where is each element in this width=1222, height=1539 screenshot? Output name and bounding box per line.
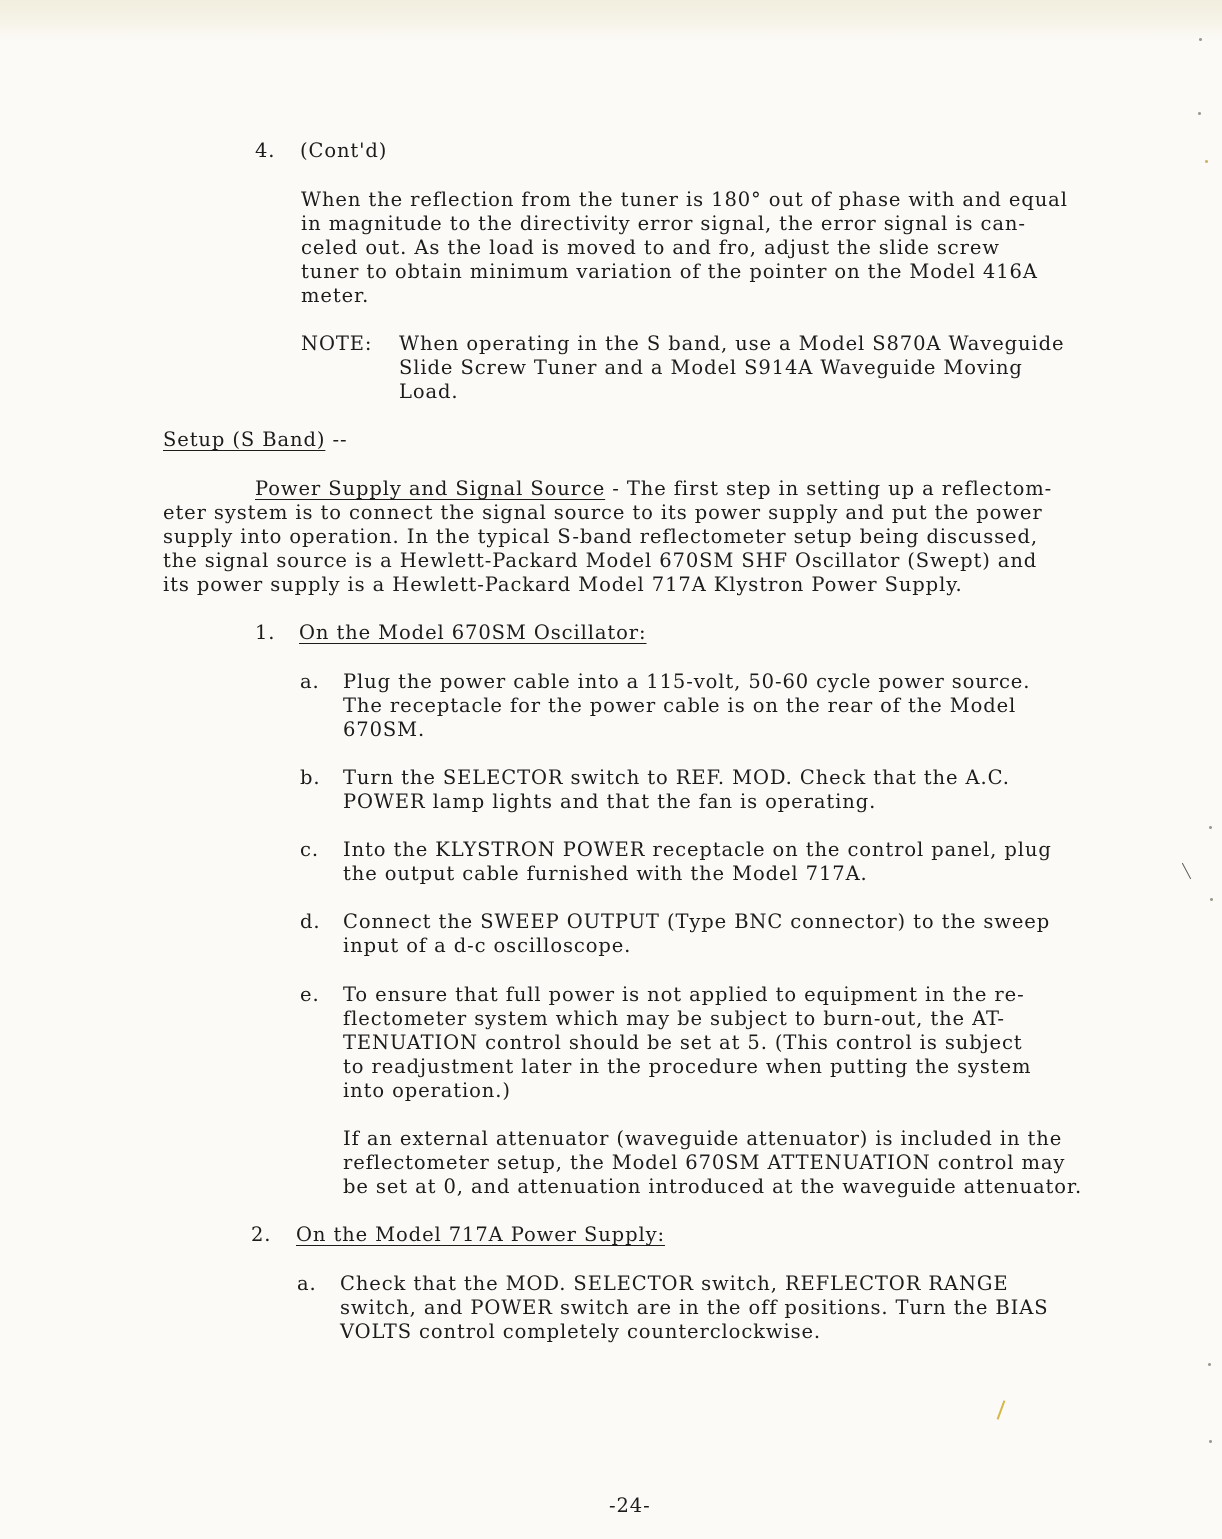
scan-speck: [1210, 898, 1213, 901]
paragraph-line-rest: - The first step in setting up a reflectom-: [605, 477, 1053, 500]
scan-speck: [1198, 112, 1201, 115]
step-number: 2.: [251, 1223, 272, 1246]
pen-mark: [1182, 863, 1191, 879]
paragraph-line: meter.: [301, 284, 370, 307]
attenuator-note-line: If an external attenuator (waveguide attenuator) is included in the: [343, 1127, 1063, 1150]
paragraph-line: supply into operation. In the typical S-band reflectometer setup being discussed,: [163, 525, 1038, 548]
attenuator-note-line: be set at 0, and attenuation introduced at the waveguide attenuator.: [343, 1175, 1083, 1198]
setup-heading: [163, 428, 347, 452]
scan-speck: [1205, 160, 1208, 163]
item-line: flectometer system which may be subject to burn-out, the AT-: [343, 1007, 1005, 1030]
item-line: Plug the power cable into a 115-volt, 50-60 cycle power source.: [343, 670, 1031, 693]
note-label: NOTE:: [301, 332, 373, 355]
item-line: 670SM.: [343, 718, 426, 741]
scan-edge-shading: [0, 0, 1222, 40]
scan-speck: [1208, 1363, 1211, 1366]
item-line: TENUATION control should be set at 5. (This control is subject: [343, 1031, 1023, 1054]
item-line: Check that the MOD. SELECTOR switch, REFLECTOR RANGE: [340, 1272, 1009, 1295]
item-letter: c.: [300, 838, 319, 861]
setup-heading-dashes: --: [332, 428, 348, 451]
item-line: input of a d-c oscilloscope.: [343, 934, 632, 957]
note-line: When operating in the S band, use a Model S870A Waveguide: [399, 332, 1065, 355]
item-line: switch, and POWER switch are in the off positions. Turn the BIAS: [340, 1296, 1049, 1319]
paragraph-line: celed out. As the load is moved to and fro, adjust the slide screw: [301, 236, 1000, 259]
item-line: to readjustment later in the procedure when putting the system: [343, 1055, 1032, 1078]
item-line: Connect the SWEEP OUTPUT (Type BNC connector) to the sweep: [343, 910, 1051, 933]
attenuator-note-line: reflectometer setup, the Model 670SM ATTENUATION control may: [343, 1151, 1066, 1174]
paragraph-line: eter system is to connect the signal source to its power supply and put the power: [163, 501, 1043, 524]
item-line: The receptacle for the power cable is on the rear of the Model: [343, 694, 1017, 717]
item-line: Turn the SELECTOR switch to REF. MOD. Check that the A.C.: [343, 766, 1010, 789]
step-title: On the Model 670SM Oscillator:: [299, 621, 647, 644]
paragraph-line: When the reflection from the tuner is 180° out of phase with and equal: [301, 188, 1068, 211]
paragraph-first-line: [255, 477, 1052, 501]
scan-speck: [1209, 1440, 1212, 1443]
item-line: the output cable furnished with the Model 717A.: [343, 862, 868, 885]
item-line: into operation.): [343, 1079, 511, 1102]
paragraph-line: the signal source is a Hewlett-Packard Model 670SM SHF Oscillator (Swept) and: [163, 549, 1038, 572]
scan-speck: [1199, 38, 1202, 41]
pen-mark: [997, 1400, 1006, 1419]
page-number: -24-: [609, 1494, 651, 1517]
item-letter: e.: [300, 983, 320, 1006]
scan-speck: [1209, 826, 1212, 829]
power-supply-heading: Power Supply and Signal Source: [255, 477, 606, 500]
step-title: On the Model 717A Power Supply:: [296, 1223, 665, 1246]
item-line: POWER lamp lights and that the fan is operating.: [343, 790, 877, 813]
item-letter: d.: [300, 910, 321, 933]
item-letter: a.: [297, 1272, 317, 1295]
paragraph-line: in magnitude to the directivity error signal, the error signal is can-: [301, 212, 1026, 235]
item-line: VOLTS control completely counterclockwise.: [340, 1320, 822, 1343]
item-letter: b.: [300, 766, 321, 789]
setup-heading-title: Setup (S Band): [163, 428, 326, 451]
section-number: 4.: [255, 139, 276, 162]
paragraph-line: its power supply is a Hewlett-Packard Model 717A Klystron Power Supply.: [163, 573, 963, 596]
paragraph-line: tuner to obtain minimum variation of the pointer on the Model 416A: [301, 260, 1038, 283]
note-line: Slide Screw Tuner and a Model S914A Waveguide Moving: [399, 356, 1023, 379]
step-number: 1.: [255, 621, 276, 644]
item-line: To ensure that full power is not applied to equipment in the re-: [343, 983, 1025, 1006]
note-line: Load.: [399, 380, 459, 403]
item-letter: a.: [300, 670, 320, 693]
section-continued-label: (Cont'd): [300, 139, 388, 162]
item-line: Into the KLYSTRON POWER receptacle on the control panel, plug: [343, 838, 1052, 861]
